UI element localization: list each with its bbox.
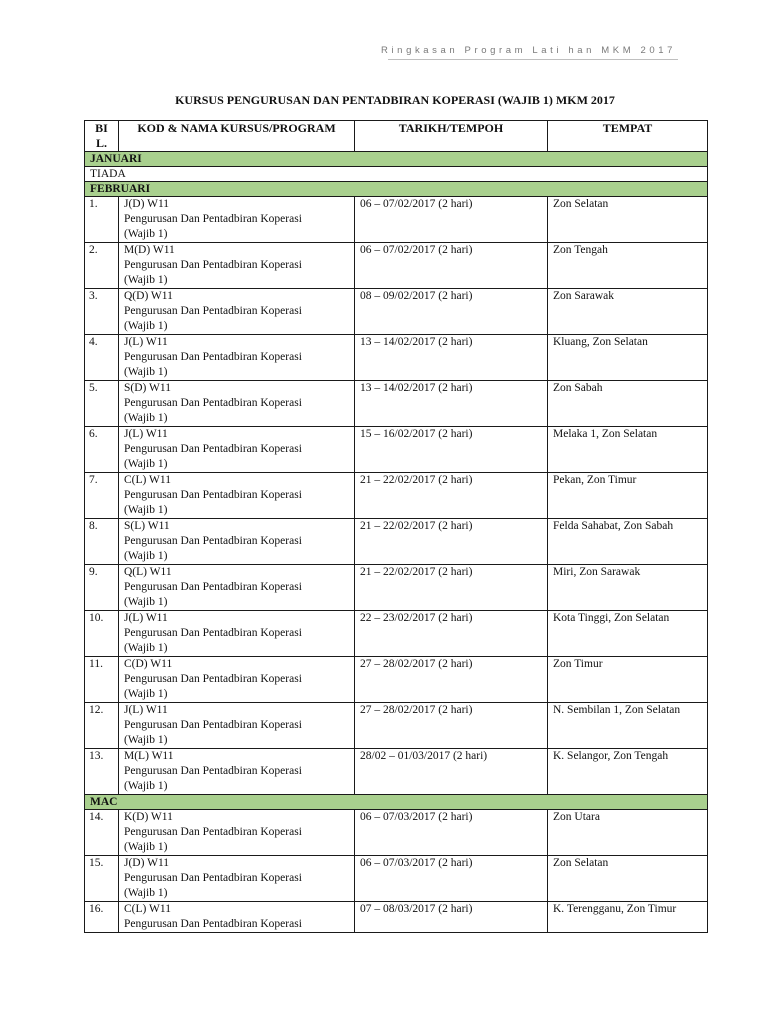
month-row [85,795,708,810]
course-name: (Wajib 1) [124,320,168,332]
venue-cell: K. Selangor, Zon Tengah [548,749,708,795]
course-code: K(D) W11 [124,811,173,823]
course-code: M(D) W11 [124,244,175,256]
date-cell: 27 – 28/02/2017 (2 hari) [355,703,548,749]
course-code: Q(D) W11 [124,290,173,302]
bil-cell: 1. [85,197,119,243]
course-name: (Wajib 1) [124,228,168,240]
course-code: C(L) W11 [124,474,171,486]
date-cell: 06 – 07/03/2017 (2 hari) [355,810,548,856]
course-cell [119,473,355,519]
course-name: (Wajib 1) [124,274,168,286]
course-code: J(D) W11 [124,198,170,210]
date-cell: 21 – 22/02/2017 (2 hari) [355,565,548,611]
course-cell [119,197,355,243]
course-cell [119,856,355,902]
course-cell [119,243,355,289]
course-name: (Wajib 1) [124,412,168,424]
course-code: C(D) W11 [124,658,173,670]
note-row [85,167,708,182]
bil-cell: 2. [85,243,119,289]
course-name: Pengurusan Dan Pentadbiran Koperasi [124,918,302,930]
bil-cell: 7. [85,473,119,519]
table-body [85,152,708,933]
venue-cell: Kota Tinggi, Zon Selatan [548,611,708,657]
header-bil: BI L. [85,121,119,152]
course-cell [119,810,355,856]
table-row [85,749,708,795]
course-cell [119,703,355,749]
course-name: (Wajib 1) [124,642,168,654]
bil-cell: 9. [85,565,119,611]
course-name: (Wajib 1) [124,780,168,792]
table-row [85,611,708,657]
table-row [85,703,708,749]
venue-cell: Felda Sahabat, Zon Sabah [548,519,708,565]
table-row [85,902,708,933]
bil-cell: 10. [85,611,119,657]
course-name: Pengurusan Dan Pentadbiran Koperasi [124,719,302,731]
table-row [85,856,708,902]
course-name: Pengurusan Dan Pentadbiran Koperasi [124,443,302,455]
venue-cell: N. Sembilan 1, Zon Selatan [548,703,708,749]
venue-cell: Zon Sabah [548,381,708,427]
date-cell: 28/02 – 01/03/2017 (2 hari) [355,749,548,795]
table-row [85,335,708,381]
venue-cell: Zon Sarawak [548,289,708,335]
month-row [85,182,708,197]
venue-cell: Miri, Zon Sarawak [548,565,708,611]
course-code: J(L) W11 [124,612,168,624]
venue-cell: K. Terengganu, Zon Timur [548,902,708,933]
course-code: J(L) W11 [124,336,168,348]
venue-cell: Zon Timur [548,657,708,703]
course-cell [119,289,355,335]
venue-cell: Melaka 1, Zon Selatan [548,427,708,473]
document-title: KURSUS PENGURUSAN DAN PENTADBIRAN KOPERASI (WAJIB 1) MKM 2017 [175,93,615,107]
table-row [85,427,708,473]
table-row [85,243,708,289]
table-row [85,473,708,519]
bil-cell: 6. [85,427,119,473]
course-name: (Wajib 1) [124,366,168,378]
venue-cell: Zon Selatan [548,856,708,902]
course-name: Pengurusan Dan Pentadbiran Koperasi [124,581,302,593]
course-cell [119,519,355,565]
course-name: (Wajib 1) [124,550,168,562]
course-name: Pengurusan Dan Pentadbiran Koperasi [124,627,302,639]
bil-cell: 8. [85,519,119,565]
table-row [85,289,708,335]
bil-cell: 13. [85,749,119,795]
date-cell: 06 – 07/02/2017 (2 hari) [355,243,548,289]
table-row [85,197,708,243]
bil-cell: 16. [85,902,119,933]
course-name: Pengurusan Dan Pentadbiran Koperasi [124,872,302,884]
course-cell [119,902,355,933]
course-name: (Wajib 1) [124,458,168,470]
date-cell: 06 – 07/02/2017 (2 hari) [355,197,548,243]
course-code: C(L) W11 [124,903,171,915]
course-code: S(L) W11 [124,520,170,532]
date-cell: 27 – 28/02/2017 (2 hari) [355,657,548,703]
bil-cell: 5. [85,381,119,427]
venue-cell: Pekan, Zon Timur [548,473,708,519]
month-label: JANUARI [85,152,708,167]
course-name: Pengurusan Dan Pentadbiran Koperasi [124,535,302,547]
course-cell [119,749,355,795]
course-name: (Wajib 1) [124,734,168,746]
course-name: Pengurusan Dan Pentadbiran Koperasi [124,213,302,225]
course-cell [119,335,355,381]
month-label: MAC [85,795,708,810]
venue-cell: Zon Selatan [548,197,708,243]
course-cell [119,657,355,703]
date-cell: 06 – 07/03/2017 (2 hari) [355,856,548,902]
course-name: Pengurusan Dan Pentadbiran Koperasi [124,765,302,777]
course-name: Pengurusan Dan Pentadbiran Koperasi [124,489,302,501]
header-kod-nama: KOD & NAMA KURSUS/PROGRAM [119,121,355,152]
header-tempat: TEMPAT [548,121,708,152]
table-header-row [85,121,708,152]
course-code: J(L) W11 [124,704,168,716]
course-name: Pengurusan Dan Pentadbiran Koperasi [124,826,302,838]
course-name: Pengurusan Dan Pentadbiran Koperasi [124,397,302,409]
venue-cell: Zon Tengah [548,243,708,289]
course-code: Q(L) W11 [124,566,172,578]
course-cell [119,381,355,427]
course-schedule-table [84,120,708,933]
date-cell: 08 – 09/02/2017 (2 hari) [355,289,548,335]
course-code: J(L) W11 [124,428,168,440]
date-cell: 13 – 14/02/2017 (2 hari) [355,335,548,381]
course-name: (Wajib 1) [124,841,168,853]
venue-cell: Kluang, Zon Selatan [548,335,708,381]
table-row [85,381,708,427]
course-name: Pengurusan Dan Pentadbiran Koperasi [124,351,302,363]
table-row [85,810,708,856]
course-name: Pengurusan Dan Pentadbiran Koperasi [124,673,302,685]
month-row [85,152,708,167]
bil-cell: 4. [85,335,119,381]
table-row [85,519,708,565]
course-name: Pengurusan Dan Pentadbiran Koperasi [124,259,302,271]
date-cell: 21 – 22/02/2017 (2 hari) [355,473,548,519]
header-tarikh: TARIKH/TEMPOH [355,121,548,152]
date-cell: 15 – 16/02/2017 (2 hari) [355,427,548,473]
bil-cell: 15. [85,856,119,902]
venue-cell: Zon Utara [548,810,708,856]
course-code: M(L) W11 [124,750,174,762]
table-row [85,565,708,611]
course-name: (Wajib 1) [124,887,168,899]
bil-cell: 11. [85,657,119,703]
bil-cell: 3. [85,289,119,335]
date-cell: 07 – 08/03/2017 (2 hari) [355,902,548,933]
course-cell [119,611,355,657]
course-code: J(D) W11 [124,857,170,869]
course-cell [119,427,355,473]
bil-cell: 14. [85,810,119,856]
course-cell [119,565,355,611]
course-name: (Wajib 1) [124,688,168,700]
date-cell: 13 – 14/02/2017 (2 hari) [355,381,548,427]
header-rule [388,59,678,60]
bil-cell: 12. [85,703,119,749]
running-header: Ringkasan Program Lati han MKM 2017 [381,45,676,56]
date-cell: 22 – 23/02/2017 (2 hari) [355,611,548,657]
course-code: S(D) W11 [124,382,171,394]
course-name: Pengurusan Dan Pentadbiran Koperasi [124,305,302,317]
course-name: (Wajib 1) [124,504,168,516]
note-label: TIADA [85,167,708,182]
table-row [85,657,708,703]
course-name: (Wajib 1) [124,596,168,608]
month-label: FEBRUARI [85,182,708,197]
date-cell: 21 – 22/02/2017 (2 hari) [355,519,548,565]
